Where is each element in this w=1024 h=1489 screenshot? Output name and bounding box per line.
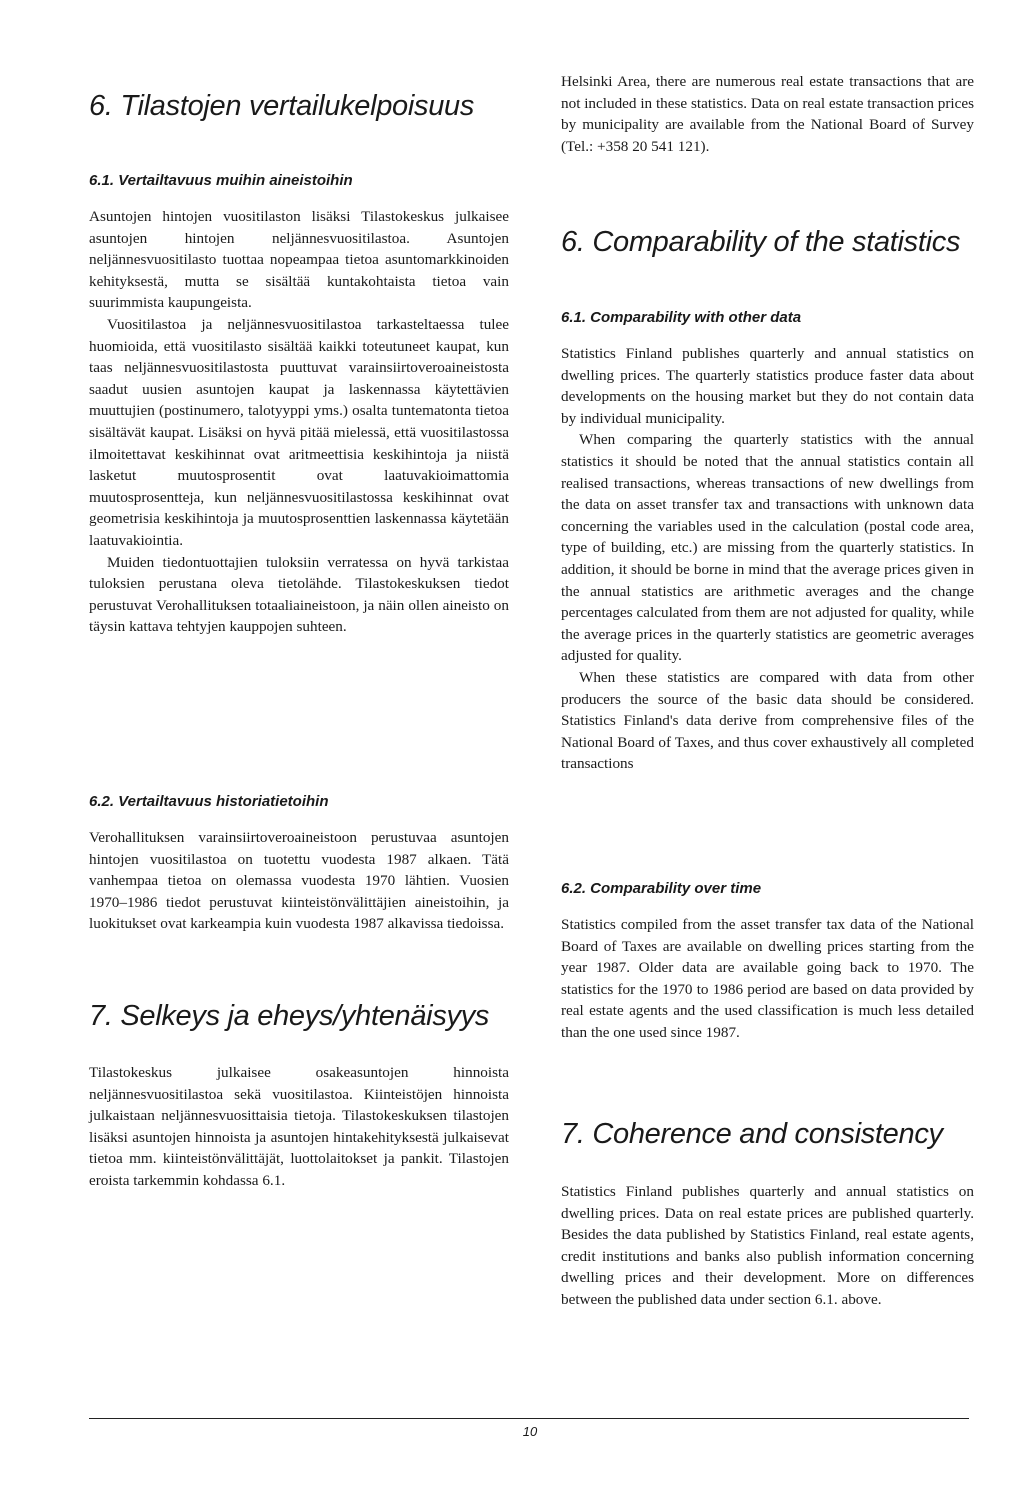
footer-divider — [89, 1418, 969, 1419]
section-6-heading-en: 6. Comparability of the statistics — [561, 226, 961, 258]
section-6-2-heading-en: 6.2. Comparability over time — [561, 880, 762, 897]
continued-paragraph-en — [561, 71, 974, 157]
paragraph: When comparing the quarterly statistics with the annual statistics it should be noted that the annual statistics contain all realised transactions, whereas transactions of new dwellings from the data on asset transfer tax and transactions with unknown data concerning the variables used in the calculation (postal code area, type of building, etc.) are missing from the quarterly statistics. In addition, it should be borne in mind that the average prices given in the annual statistics are arithmetic averages and the change percentages calculated from them are not adjusted for quality, while the average prices in the quarterly statistics are geometric averages adjusted for quality. — [561, 431, 974, 665]
paragraph: Statistics compiled from the asset transfer tax data of the National Board of Taxes are available on dwelling prices starting from the year 1987. Older data are available going back to 1970. The statistics for the 1970 to 1986 period are based on data provided by real estate agents and the used classification is much less detailed than the one used since 1987. — [561, 916, 974, 1041]
section-6-2-body-en — [561, 914, 974, 1044]
paragraph: Tilastokeskus julkaisee osakeasuntojen hinnoista neljännesvuositilastoa sekä vuositilastoa. Kiinteistöjen hinnoista julkaistaan neljännesvuosittaisia tietoja. Tilastokeskuksen tilastojen lisäksi asuntojen hinnoista ja asuntojen hintakehityksestä julkaisevat tietoa mm. kiinteistönvälittäjät, luottolaitokset ja pankit. Tilastojen eroista tarkemmin kohdassa 6.1. — [89, 1064, 509, 1189]
section-7-heading-fi: 7. Selkeys ja eheys/yhtenäisyys — [89, 1000, 490, 1032]
paragraph: When these statistics are compared with data from other producers the source of the basic data should be considered. Statistics Finland's data derive from comprehensive files of the National Board of Taxes, and thus cover exhaustively all completed transactions — [561, 668, 974, 773]
paragraph: Helsinki Area, there are numerous real estate transactions that are not included in these statistics. Data on real estate transaction prices by municipality are available from the National Board of Survey (Tel.: +358 20 541 121). — [561, 73, 974, 155]
section-7-body-fi — [89, 1062, 509, 1192]
section-7-body-en — [561, 1181, 974, 1311]
paragraph: Verohallituksen varainsiirtoveroaineistoon perustuvaa asuntojen hintojen vuositilastoa on tuotettu vuodesta 1987 alkaen. Tätä vanhempaa tietoa on olemassa vuodesta 1970 lähtien. Vuosien 1970–1986 tiedot perustuvat kiinteistönvälittäjien aineistoihin, ja luokitukset ovat karkeampia kuin vuodesta 1987 alkavissa tiedoissa. — [89, 829, 509, 933]
page-number: 10 — [522, 1424, 538, 1439]
section-6-2-heading-fi: 6.2. Vertailtavuus historiatietoihin — [89, 793, 329, 810]
paragraph: Muiden tiedontuottajien tuloksiin verratessa on hyvä tarkistaa tuloksien perustana oleva tietolähde. Tilastokeskuksen tiedot perustuvat Verohallituksen totaaliaineistoon, ja näin ollen aineisto on täysin kattava tehtyjen kauppojen suhteen. — [89, 553, 509, 636]
paragraph: Statistics Finland publishes quarterly and annual statistics on dwelling prices. Data on real estate prices are published quarterly. Besides the data published by Statistics Finland, real estate agents, credit institutions and banks also publish information concerning dwelling prices and their development. More on differences between the published data under section 6.1. above. — [561, 1183, 974, 1308]
section-7-heading-en: 7. Coherence and consistency — [561, 1118, 943, 1150]
section-6-1-heading-fi: 6.1. Vertailtavuus muihin aineistoihin — [89, 172, 353, 189]
section-6-1-body-fi — [89, 206, 509, 638]
paragraph: Asuntojen hintojen vuositilaston lisäksi Tilastokeskus julkaisee asuntojen hintojen neljännesvuositilastoa. Asuntojen neljännesvuositilasto tuottaa nopeampaa tietoa asuntomarkkinoiden kehityksestä, mutta se sisältää kuntakohtaista tietoa vain suurimmista kaupungeista. — [89, 208, 509, 312]
section-6-heading-fi: 6. Tilastojen vertailukelpoisuus — [89, 90, 475, 122]
paragraph: Statistics Finland publishes quarterly and annual statistics on dwelling prices. The quarterly statistics produce faster data about developments on the housing market but they do not contain data by individual municipality. — [561, 345, 974, 427]
paragraph: Vuositilastoa ja neljännesvuositilastoa tarkasteltaessa tulee huomioida, että vuositilasto sisältää kaikki toteutuneet kaupat, kun taas neljännesvuositilastosta puuttuvat varainsiirtoveroaineistosta saadut uusien asuntojen kaupat ja laskennassa käytettävien muuttujien (postinumero, talotyyppi yms.) osalta tuntematonta tietoa sisältävät kaupat. Lisäksi on hyvä pitää mielessä, että vuositilastossa ilmoitettavat keskihinnat ovat aritmeettisia keskihintoja ja niistä lasketut muutosprosentit ovat laatuvakioimattomia muutosprosentteja, kun neljännesvuositilastossa keskihinnat ovat geometrisia keskihintoja ja muutosprosenttien laskennassa käytetään laatuvakiointia. — [89, 315, 509, 549]
section-6-2-body-fi — [89, 827, 509, 935]
section-6-1-body-en — [561, 343, 974, 775]
section-6-1-heading-en: 6.1. Comparability with other data — [561, 309, 802, 326]
